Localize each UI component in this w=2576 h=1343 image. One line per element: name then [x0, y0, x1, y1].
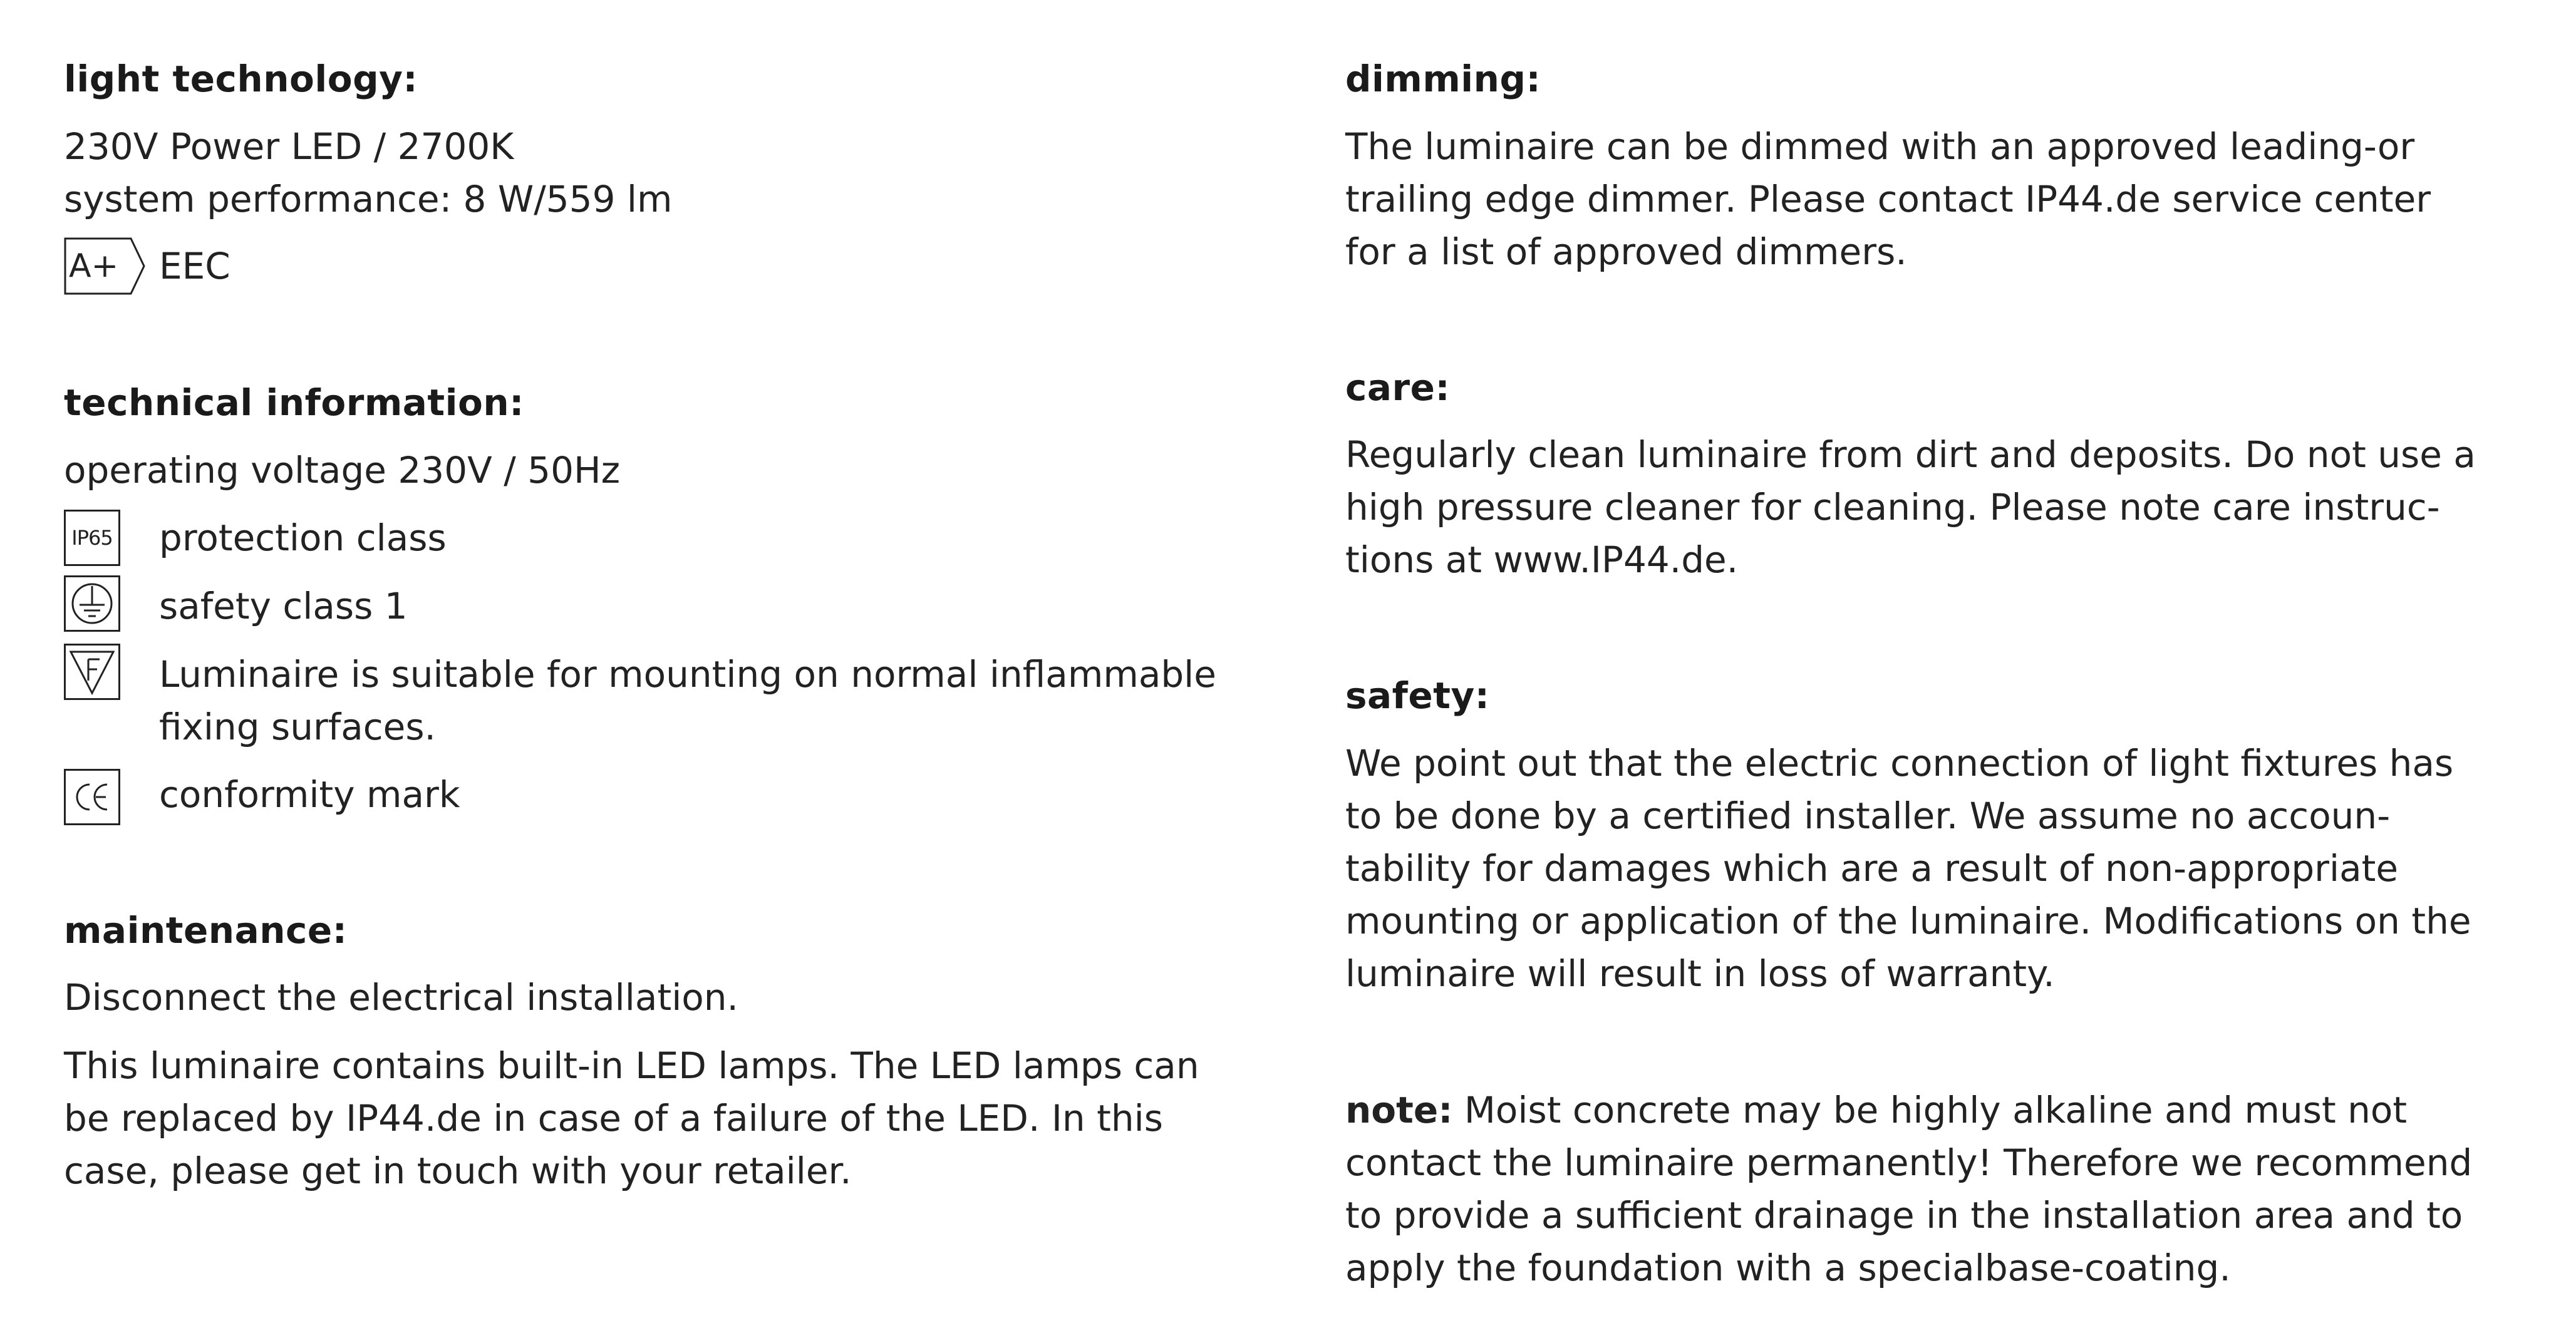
- safety-heading: safety:: [1345, 674, 1490, 717]
- power-led-line: 230V Power LED / 2700K: [64, 125, 514, 168]
- note-first-line-text: Moist concrete may be highly alkaline and must not: [1452, 1089, 2408, 1131]
- dimming-heading: dimming:: [1345, 58, 1541, 100]
- ce-mark-icon: [64, 769, 120, 825]
- safety-paragraph: [1345, 737, 2471, 1000]
- ip65-icon-label: IP65: [71, 526, 113, 550]
- conformity-mark-text: conformity mark: [159, 773, 460, 816]
- care-line: Regularly clean luminaire from dirt and deposits. Do not use a: [1345, 433, 2476, 476]
- protective-earth-icon: [64, 575, 120, 632]
- care-heading: care:: [1345, 366, 1451, 409]
- maintenance-line: This luminaire contains built-in LED lamps. The LED lamps can: [64, 1044, 1199, 1087]
- safety-line: mounting or application of the luminaire. Modifications on the: [1345, 900, 2471, 942]
- eec-label: EEC: [159, 245, 230, 287]
- mounting-text: [159, 648, 1216, 753]
- note-label: note:: [1345, 1089, 1453, 1131]
- safety-line: We point out that the electric connection of light fixtures has: [1345, 742, 2454, 785]
- ip65-icon: [64, 510, 120, 566]
- protection-class-text: protection class: [159, 517, 447, 559]
- dimming-paragraph: [1345, 120, 2431, 278]
- mounting-line-2: fixing surfaces.: [159, 706, 436, 748]
- note-line: to provide a sufficient drainage in the installation area and to: [1345, 1194, 2463, 1237]
- technical-information-heading: technical information:: [64, 381, 524, 424]
- mounting-line-1: Luminaire is suitable for mounting on normal inflammable: [159, 653, 1216, 696]
- safety-line: luminaire will result in loss of warranty.: [1345, 952, 2055, 995]
- dimming-line: trailing edge dimmer. Please contact IP44.de service center: [1345, 178, 2431, 220]
- dimming-line: The luminaire can be dimmed with an approved leading-or: [1345, 125, 2415, 168]
- care-line: high pressure cleaner for cleaning. Please note care instruc-: [1345, 486, 2440, 528]
- system-performance-line: system performance: 8 W/559 lm: [64, 178, 673, 220]
- maintenance-line: be replaced by IP44.de in case of a failure of the LED. In this: [64, 1097, 1163, 1140]
- note-paragraph: [1345, 1084, 2472, 1294]
- dimming-line: for a list of approved dimmers.: [1345, 230, 1907, 273]
- eec-rating-icon: [64, 237, 147, 295]
- safety-class-text: safety class 1: [159, 585, 408, 627]
- maintenance-line: case, please get in touch with your retailer.: [64, 1150, 852, 1192]
- light-technology-text: [64, 120, 673, 225]
- note-line: contact the luminaire permanently! Therefore we recommend: [1345, 1141, 2473, 1184]
- note-line: apply the foundation with a specialbase-coating.: [1345, 1247, 2231, 1289]
- note-first-line: [1345, 1084, 2472, 1136]
- care-paragraph: [1345, 428, 2476, 586]
- maintenance-disconnect-text: Disconnect the electrical installation.: [64, 976, 738, 1019]
- maintenance-heading: maintenance:: [64, 909, 348, 952]
- light-technology-heading: light technology:: [64, 58, 418, 100]
- eec-rating-label: A+: [69, 247, 119, 285]
- safety-line: tability for damages which are a result of non-appropriate: [1345, 847, 2399, 890]
- safety-line: to be done by a certified installer. We assume no accoun-: [1345, 795, 2391, 837]
- care-line: tions at www.IP44.de.: [1345, 538, 1739, 581]
- operating-voltage-text: operating voltage 230V / 50Hz: [64, 449, 621, 491]
- f-mark-icon: [64, 644, 120, 700]
- maintenance-paragraph: [64, 1039, 1199, 1197]
